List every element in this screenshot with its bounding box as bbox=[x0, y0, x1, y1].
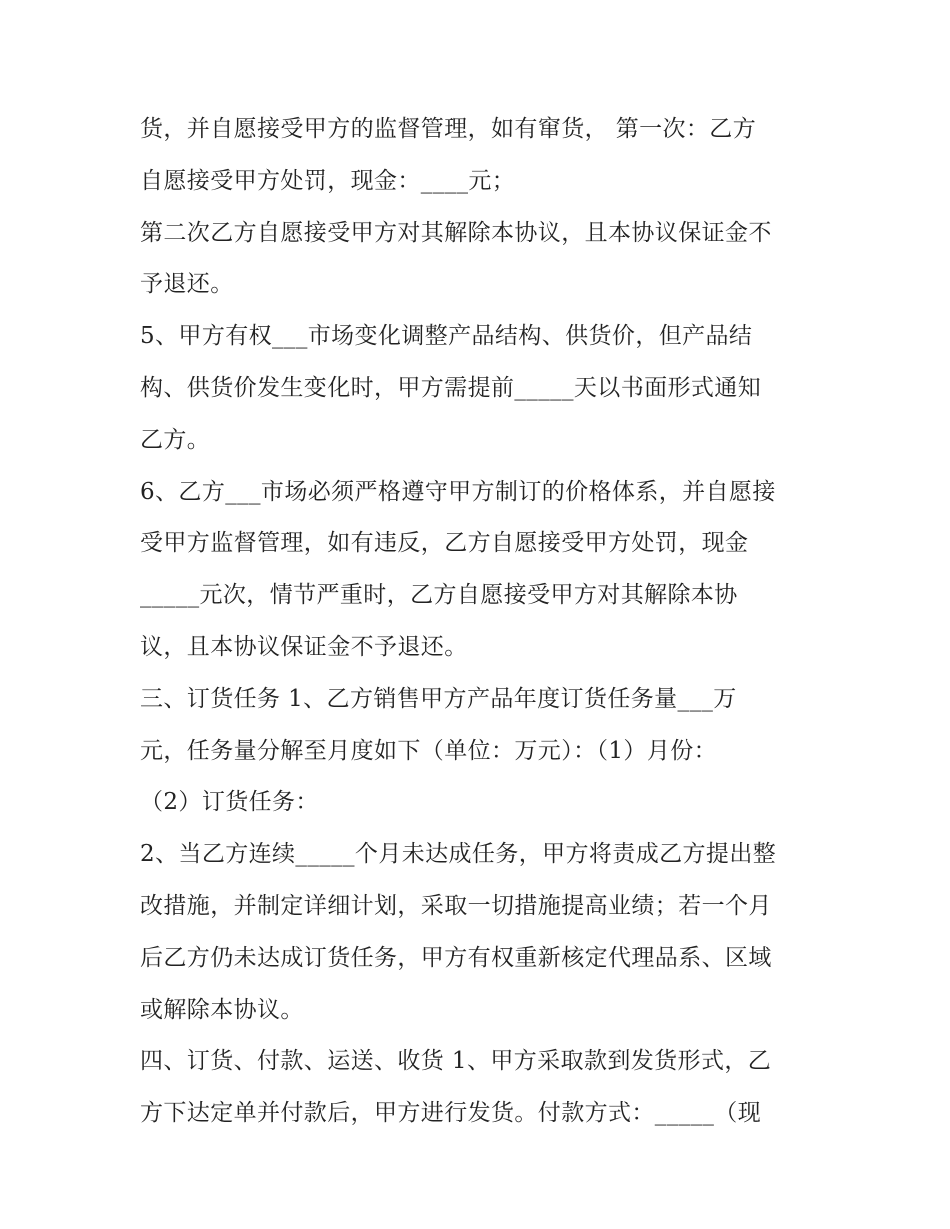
text-line: 方下达定单并付款后，甲方进行发货。付款方式：_____（现 bbox=[140, 1100, 762, 1127]
text-line: 6、乙方___市场必须严格遵守甲方制订的价格体系，并自愿接 bbox=[140, 478, 776, 505]
document-body bbox=[140, 104, 820, 1140]
text-line: 受甲方监督管理，如有违反，乙方自愿接受甲方处罚，现金 bbox=[140, 530, 749, 557]
text-line: 四、订货、付款、运送、收货 1、甲方采取款到发货形式，乙 bbox=[140, 1048, 772, 1075]
text-line: 2、当乙方连续_____个月未达成任务，甲方将责成乙方提出整 bbox=[140, 841, 777, 868]
text-line: 议，且本协议保证金不予退还。 bbox=[140, 633, 468, 660]
text-line: 乙方。 bbox=[140, 426, 211, 453]
text-line: 货，并自愿接受甲方的监督管理，如有窜货， 第一次：乙方 bbox=[140, 116, 757, 142]
text-line: 予退还。 bbox=[140, 271, 234, 298]
text-line: 改措施，并制定详细计划，采取一切措施提高业绩；若一个月 bbox=[140, 892, 772, 919]
text-line: 三、订货任务 1、乙方销售甲方产品年度订货任务量___万 bbox=[140, 685, 737, 712]
text-line: 第二次乙方自愿接受甲方对其解除本协议，且本协议保证金不 bbox=[140, 219, 772, 246]
text-line: 或解除本协议。 bbox=[140, 996, 304, 1023]
text-line: 构、供货价发生变化时，甲方需提前_____天以书面形式通知 bbox=[140, 374, 762, 401]
text-line: 自愿接受甲方处罚，现金：____元； bbox=[140, 167, 516, 194]
text-line: 5、甲方有权___市场变化调整产品结构、供货价，但产品结 bbox=[140, 323, 753, 350]
text-line: 元，任务量分解至月度如下（单位：万元）：（1）月份： bbox=[140, 737, 718, 764]
text-line: _____元次，情节严重时，乙方自愿接受甲方对其解除本协 bbox=[140, 582, 738, 609]
text-line: 后乙方仍未达成订货任务，甲方有权重新核定代理品系、区域 bbox=[140, 944, 772, 971]
text-line: （2）订货任务： bbox=[140, 789, 319, 816]
